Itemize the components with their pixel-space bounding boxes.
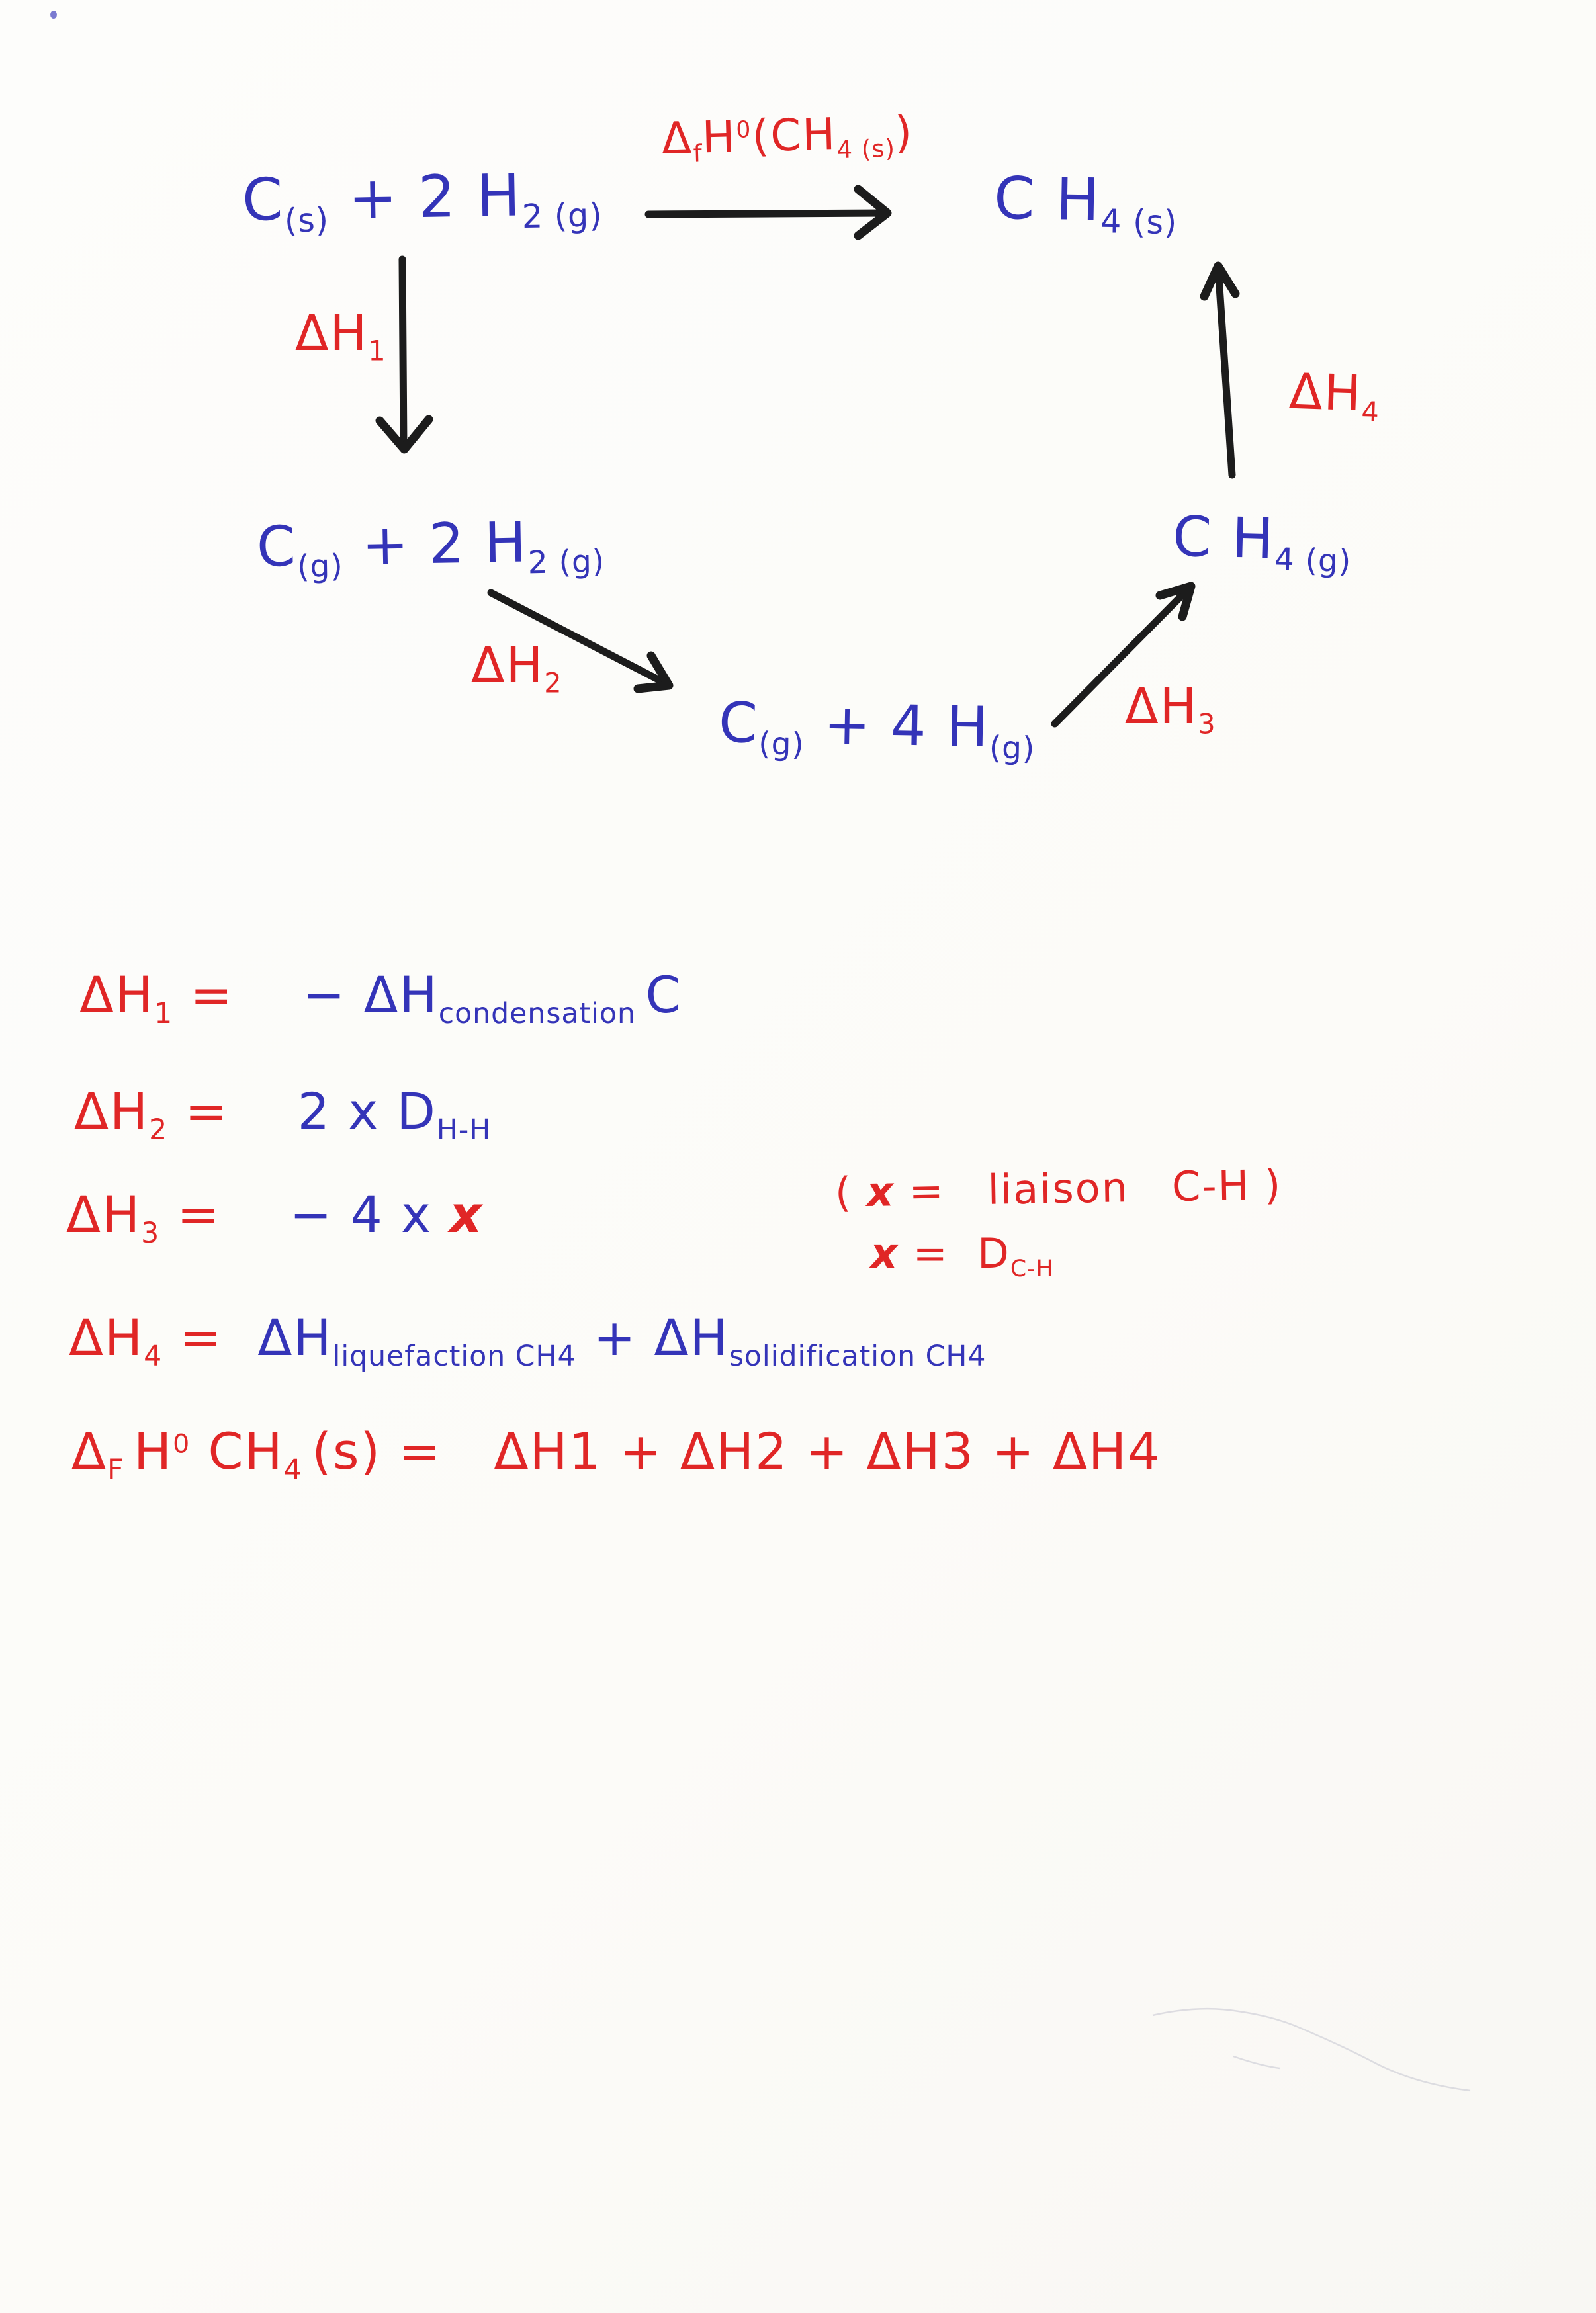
side-note-line1: ( x = liaison C-H ) — [834, 1160, 1282, 1217]
equation-hess-sum: $\Delta_F$ $H^0$ $CH_4$ (s) = ΔH1 + ΔH2 + ΔH3 + ΔH4 — [71, 1422, 1161, 1487]
dh1-label: $\Delta H_1$ — [295, 305, 386, 367]
arrow-dh4-up — [1204, 266, 1235, 475]
node-reactants-gas: $C_{(g)} + 2$ $H_{2 (g)}$ — [256, 509, 605, 586]
dh3-label: $\Delta H_3$ — [1125, 678, 1216, 740]
arrow-formation-top — [648, 189, 887, 236]
node-product-gas: C $H_{4 (g)}$ — [1171, 503, 1352, 580]
dh4-label: $\Delta H_4$ — [1288, 363, 1380, 429]
equation-dh2: $\Delta H_2$ = 2 x $D_{H-H}$ — [74, 1082, 492, 1147]
ink-speck — [50, 11, 57, 19]
node-reactants-solid: $C_{(s)} + 2$ $H_{2 (g)}$ — [242, 161, 603, 240]
dh2-label: $\Delta H_2$ — [471, 637, 562, 699]
side-note-line2: $x = D_{C-H}$ — [871, 1229, 1054, 1283]
node-atoms-gas: $C_{(g)} + 4$ $H_{(g)}$ — [718, 689, 1036, 767]
node-product-solid: C $H_{4 (s)}$ — [993, 163, 1178, 242]
equation-dh1: $\Delta H_1$ = − $\Delta H_{condensation}$ C — [79, 965, 682, 1031]
equation-dh4: $\Delta H_4 = \Delta H_{liquefaction CH4} + \Delta H_{solidification CH4}$ — [69, 1308, 987, 1374]
arrow-dh1-down — [380, 259, 429, 449]
equation-dh3: $\Delta H_3$ = − 4 x x — [66, 1185, 484, 1250]
formation-enthalpy-label: $\Delta_fH^0(CH_{4 (s)})$ — [660, 107, 914, 168]
